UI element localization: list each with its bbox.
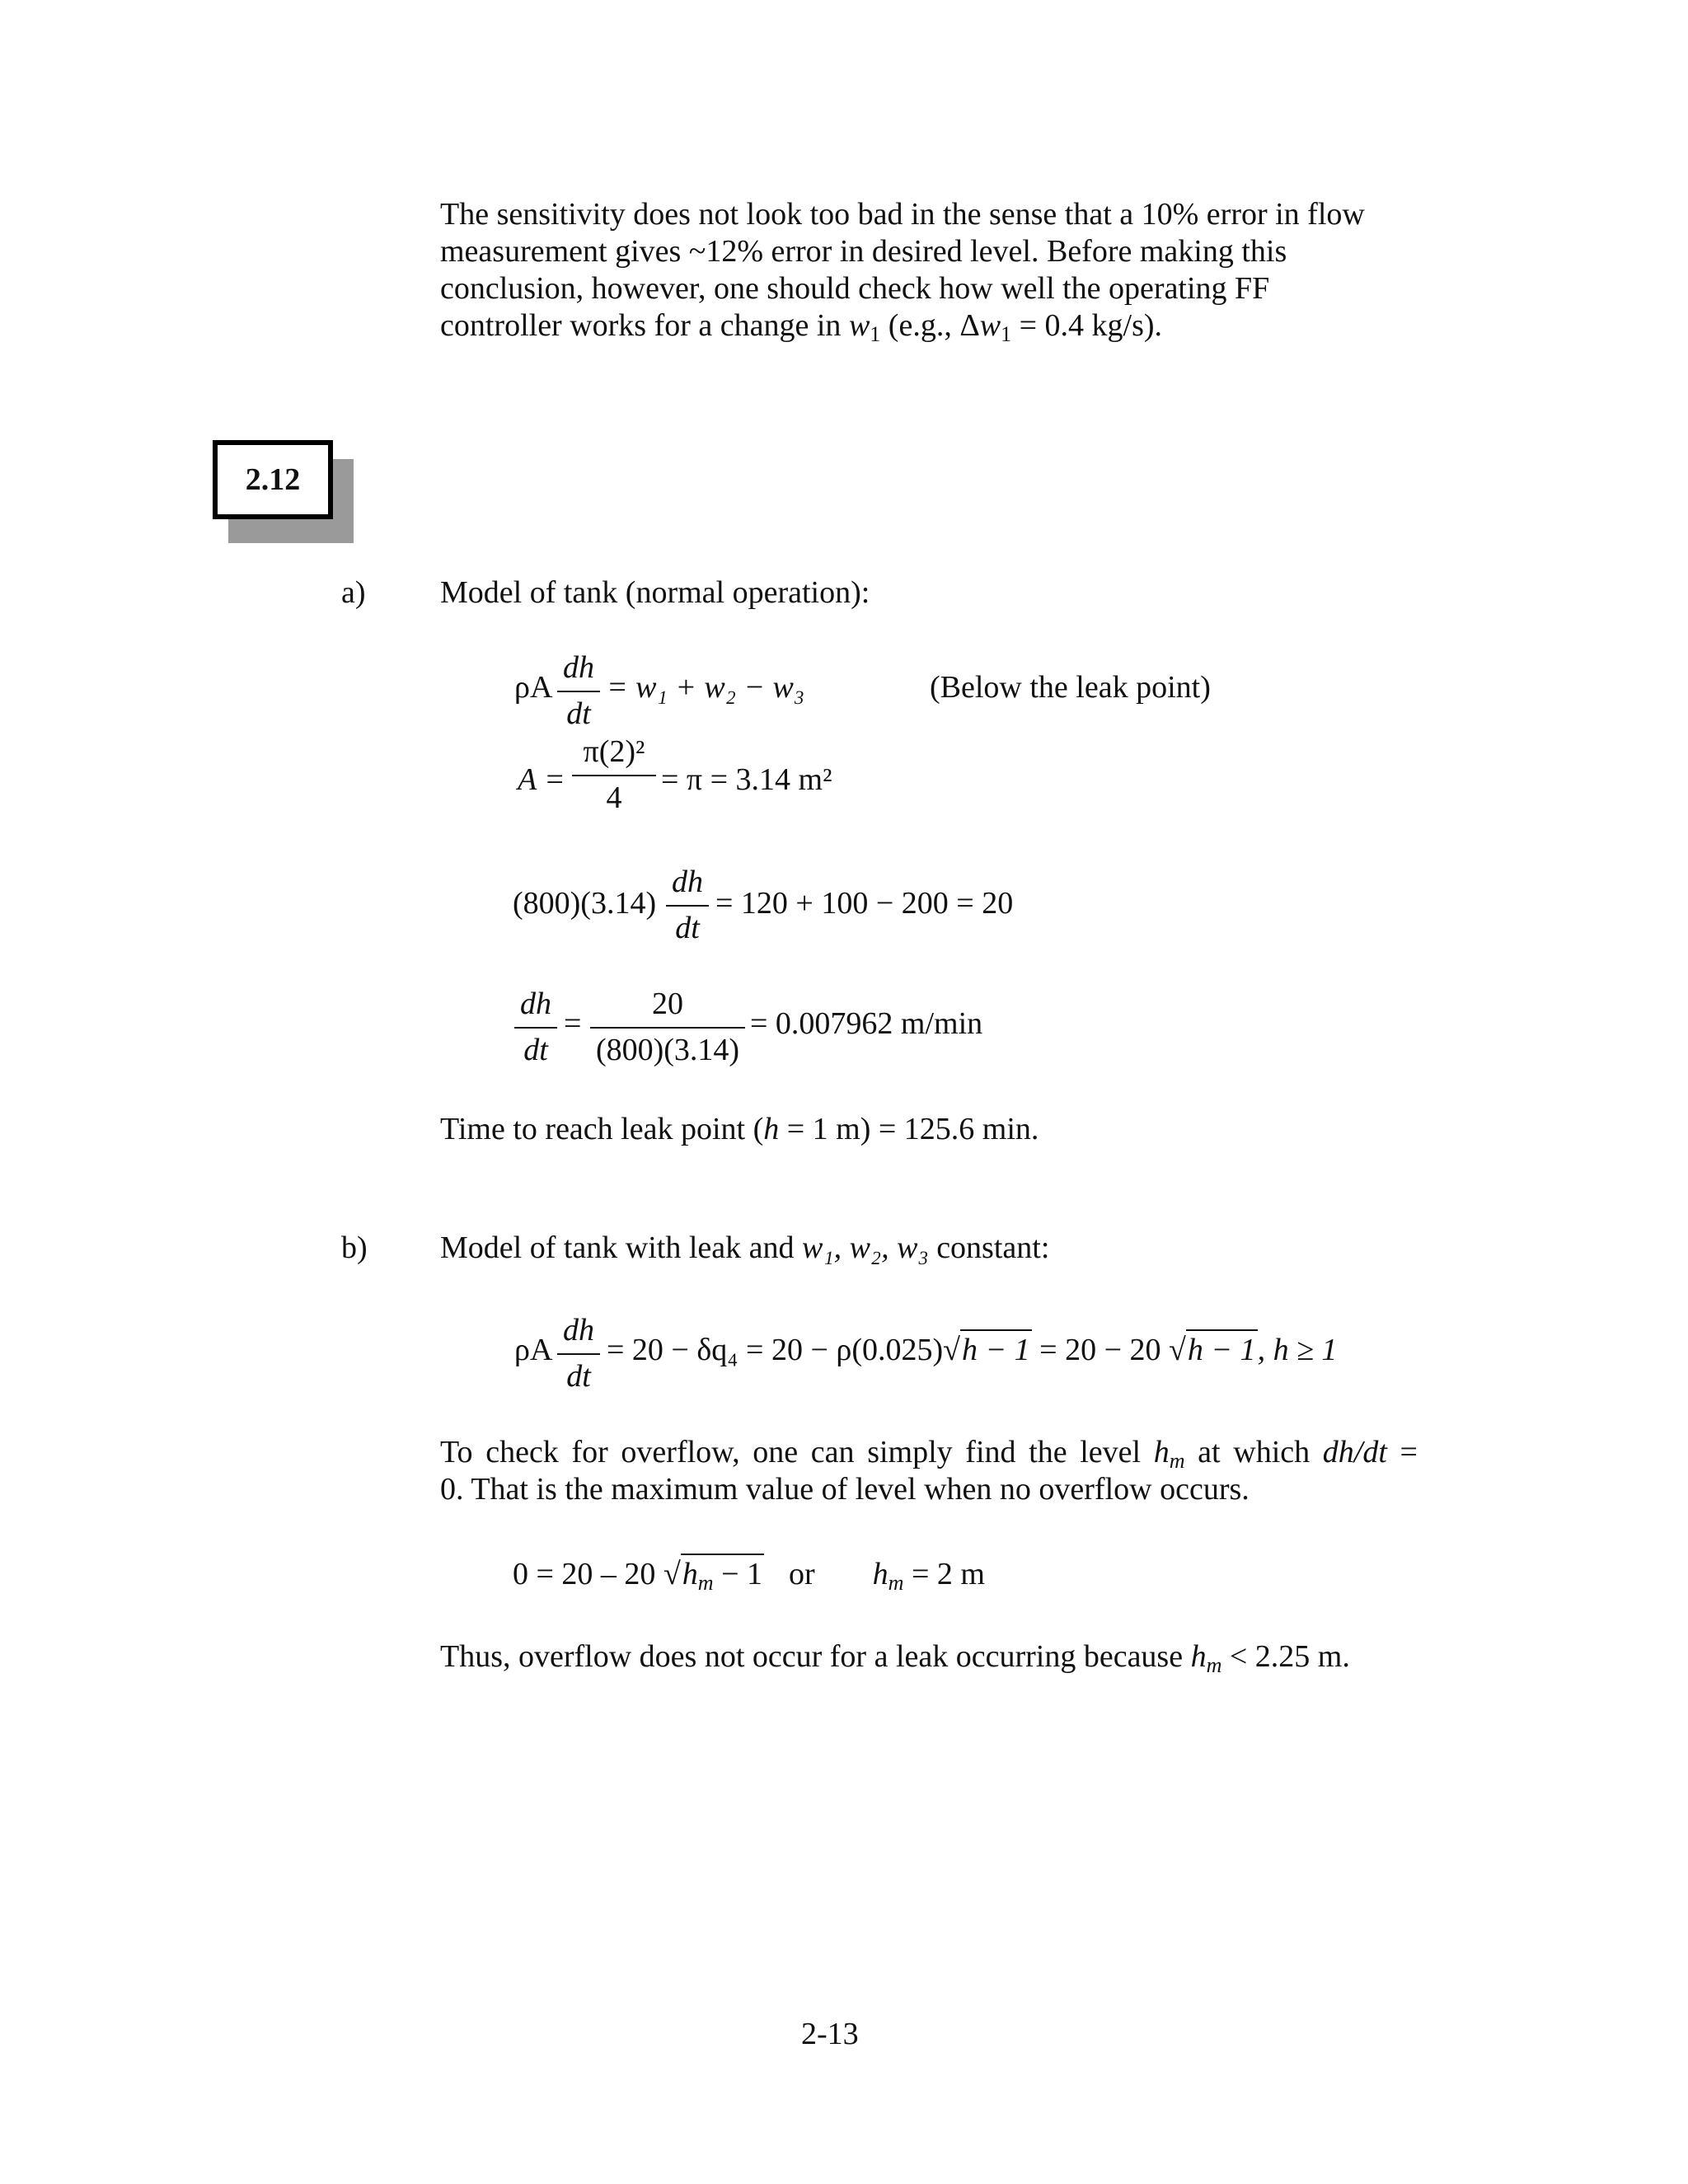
part-b-paragraph-line-1: To check for overflow, one can simply find the level $h_m$ at which dh/dt =	[440, 1435, 1418, 1473]
eq-b1-rhs-a: = 20 − δq₄ = 20 − ρ(0.025)	[607, 1333, 944, 1367]
eq-b2-result: = 2 m	[903, 1557, 985, 1591]
intro-line-1: The sensitivity does not look too bad in the sense that a 10% error in flow	[440, 197, 1365, 232]
eq-a3-numerator: dh	[672, 865, 703, 899]
sqrt-sign: √	[943, 1333, 961, 1367]
part-b-heading: Model of tank with leak and w₁, w₂, w₃ constant:	[440, 1230, 1050, 1265]
eq-b2-lhs: 0 = 20 – 20	[513, 1557, 663, 1591]
intro-line-2: measurement gives ~12% error in desired level. Before making this	[440, 234, 1287, 269]
eq-a1-note: (Below the leak point)	[930, 670, 1211, 705]
eq-a1-lhs: ρA	[514, 670, 553, 705]
eq-b2-result-sub: m	[888, 1571, 904, 1595]
eq-b2-root: $h_m - 1$	[681, 1554, 764, 1591]
intro-paragraph	[440, 196, 1418, 344]
eq-a4-denominator-1: dt	[514, 1027, 557, 1068]
eq-b1-condition: , h ≥ 1	[1257, 1333, 1338, 1367]
eq-a2-denominator: 4	[572, 775, 656, 816]
part-b-conclusion: Thus, overflow does not occur for a leak occurring because $h_m < 2.25$ m.	[440, 1639, 1350, 1677]
eq-a4-numerator-1: dh	[520, 987, 551, 1021]
eq-a3-denominator: dt	[666, 905, 709, 946]
eq-a1-numerator: dh	[563, 650, 594, 685]
eq-a4-numerator-2: 20	[652, 987, 683, 1021]
problem-number-badge	[213, 440, 333, 519]
eq-a1-rhs: = w₁ + w₂ − w₃	[607, 670, 805, 705]
part-a-label: a)	[341, 575, 366, 610]
sqrt-sign: √	[663, 1557, 681, 1591]
eq-b1-root-2: h − 1	[1186, 1329, 1258, 1367]
eq-a2-numerator: π(2)²	[583, 734, 645, 769]
equation-b2	[513, 1556, 985, 1595]
eq-b2-result-var: h	[872, 1557, 889, 1591]
eq-b1-root-1: h − 1	[960, 1329, 1032, 1367]
eq-b2-or: or	[789, 1557, 815, 1591]
problem-number: 2.12	[245, 462, 301, 497]
intro-line-4: controller works for a change in $w_1$ (e.g., $\Delta w_1 = 0.4$ kg/s).	[440, 308, 1163, 346]
eq-a2-lhs: A =	[518, 762, 565, 797]
intro-line-3: conclusion, however, one should check how well the operating FF	[440, 271, 1270, 306]
eq-a3-lhs: (800)(3.14)	[513, 886, 657, 921]
eq-a4-denominator-2: (800)(3.14)	[590, 1027, 745, 1068]
eq-b1-lhs: ρA	[514, 1333, 553, 1367]
part-b-paragraph-line-2: 0. That is the maximum value of level when no overflow occurs.	[440, 1472, 1250, 1507]
eq-b1-rhs-b: = 20 − 20	[1031, 1333, 1161, 1367]
part-b-label: b)	[341, 1230, 368, 1265]
sqrt-sign: √	[1160, 1333, 1186, 1367]
eq-a4-rhs: = 0.007962 m/min	[750, 1006, 983, 1041]
eq-a1-denominator: dt	[557, 691, 600, 732]
eq-a4-equals: =	[564, 1006, 582, 1041]
page-number: 2-13	[801, 2017, 859, 2051]
part-a-heading: Model of tank (normal operation):	[440, 575, 870, 610]
eq-b1-denominator: dt	[557, 1353, 600, 1394]
part-a-result: Time to reach leak point (h = 1 m) = 125.6 min.	[440, 1112, 1039, 1146]
eq-a3-rhs: = 120 + 100 − 200 = 20	[715, 886, 1014, 921]
part-b-paragraph	[440, 1434, 1418, 1508]
eq-a2-rhs: = π = 3.14 m²	[661, 762, 832, 797]
eq-b1-numerator: dh	[563, 1313, 594, 1347]
